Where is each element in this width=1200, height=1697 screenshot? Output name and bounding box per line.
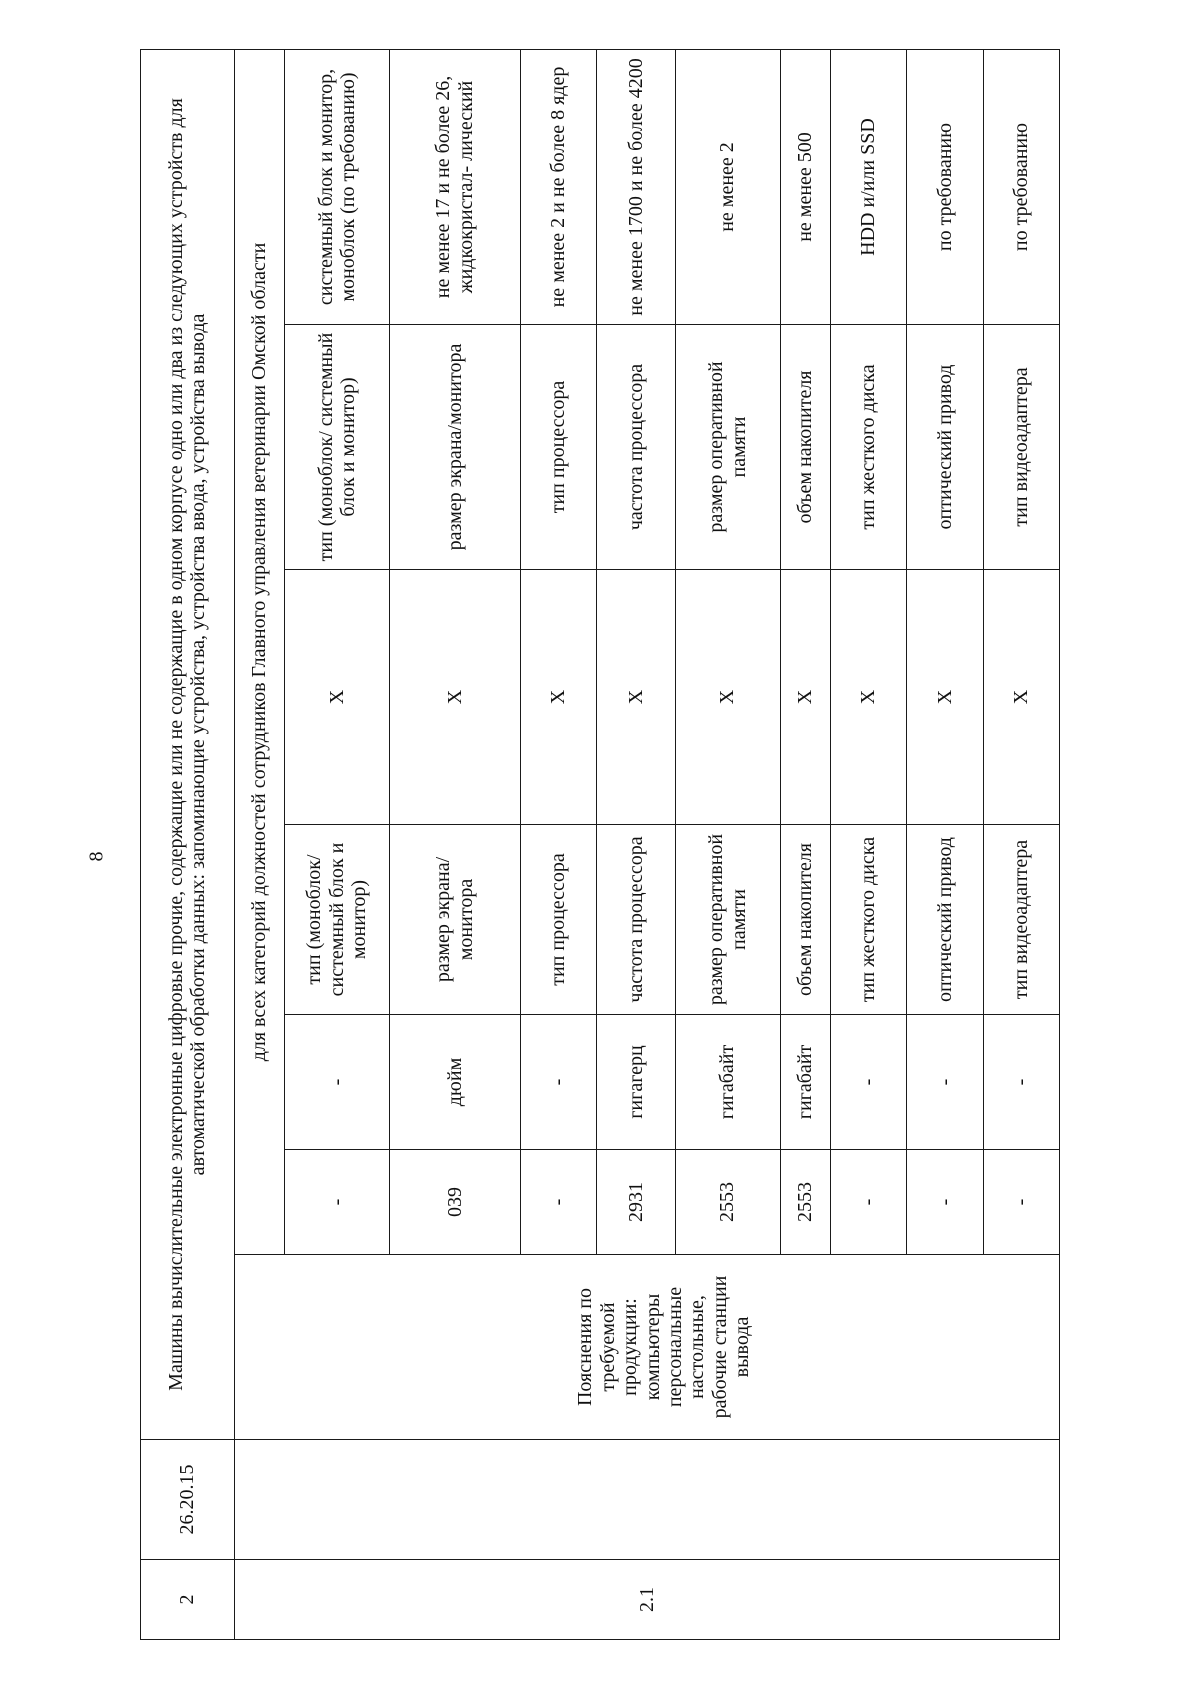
okei-code: - [983,1150,1059,1255]
spec-table [140,49,1060,1640]
subsection-number: 2.1 [234,1560,1059,1640]
characteristic-name-2: тип (моноблок/ системный блок и монитор) [285,325,390,570]
unit-name: - [830,1015,906,1150]
unit-name: - [907,1015,983,1150]
category-row [234,50,284,1640]
base-value: X [285,570,390,825]
unit-name: гигабайт [675,1015,780,1150]
characteristic-name: размер экрана/монитора [389,825,520,1015]
base-value: X [983,570,1059,825]
unit-name: - [285,1015,390,1150]
category-header: для всех категорий должностей сотрудников Главного управления ветеринарии Омской области [234,50,284,1255]
product-explanation: Пояснения по требуемой продукции: компьютеры персональные настольные, рабочие станции вывода [234,1255,1059,1440]
base-value: X [597,570,676,825]
characteristic-value: не менее 500 [780,50,830,325]
characteristic-name-2: тип жесткого диска [830,325,906,570]
characteristic-name: оптический привод [907,825,983,1015]
base-value: X [520,570,596,825]
unit-name: дюйм [389,1015,520,1150]
unit-name: гигагерц [597,1015,676,1150]
characteristic-name: тип (моноблок/ системный блок и монитор) [285,825,390,1015]
unit-name: гигабайт [780,1015,830,1150]
base-value: X [780,570,830,825]
base-value: X [907,570,983,825]
characteristic-value: не менее 2 [675,50,780,325]
section-number: 2 [141,1560,235,1640]
okei-code: 039 [389,1150,520,1255]
unit-name: - [520,1015,596,1150]
characteristic-name-2: размер экрана/монитора [389,325,520,570]
characteristic-value: не менее 1700 и не более 4200 [597,50,676,325]
characteristic-name-2: тип процессора [520,325,596,570]
okpd-code: 26.20.15 [141,1440,235,1560]
characteristic-name: тип видеоадаптера [983,825,1059,1015]
okei-code: - [907,1150,983,1255]
okei-code: 2553 [780,1150,830,1255]
base-value: X [675,570,780,825]
base-value: X [389,570,520,825]
base-value: X [830,570,906,825]
okei-code: - [830,1150,906,1255]
characteristic-value: HDD и/или SSD [830,50,906,325]
characteristic-name: объем накопителя [780,825,830,1015]
characteristic-name: тип процессора [520,825,596,1015]
okei-code: - [520,1150,596,1255]
characteristic-name-2: оптический привод [907,325,983,570]
characteristic-name: размер оперативной памяти [675,825,780,1015]
section-row [141,50,235,1640]
characteristic-name-2: размер оперативной памяти [675,325,780,570]
okei-code: 2931 [597,1150,676,1255]
okei-code: - [285,1150,390,1255]
empty-code-cell [234,1440,1059,1560]
characteristic-value: системный блок и монитор, моноблок (по требованию) [285,50,390,325]
characteristic-value: не менее 2 и не более 8 ядер [520,50,596,325]
characteristic-value: не менее 17 и не более 26, жидкокристал- лический [389,50,520,325]
rotated-table-page [140,50,1060,1640]
characteristic-name: тип жесткого диска [830,825,906,1015]
characteristic-value: по требованию [907,50,983,325]
okei-code: 2553 [675,1150,780,1255]
characteristic-name-2: тип видеоадаптера [983,325,1059,570]
unit-name: - [983,1015,1059,1150]
characteristic-name-2: объем накопителя [780,325,830,570]
characteristic-name-2: частота процессора [597,325,676,570]
characteristic-value: по требованию [983,50,1059,325]
page-number: 8 [85,851,108,862]
section-title: Машины вычислительные электронные цифровые прочие, содержащие или не содержащие в одном корпусе одно или два из следующих устройств для автоматической обработки данных: запоминающие устройства, устройства ввода, устройства вывода [141,50,235,1440]
characteristic-name: частота процессора [597,825,676,1015]
